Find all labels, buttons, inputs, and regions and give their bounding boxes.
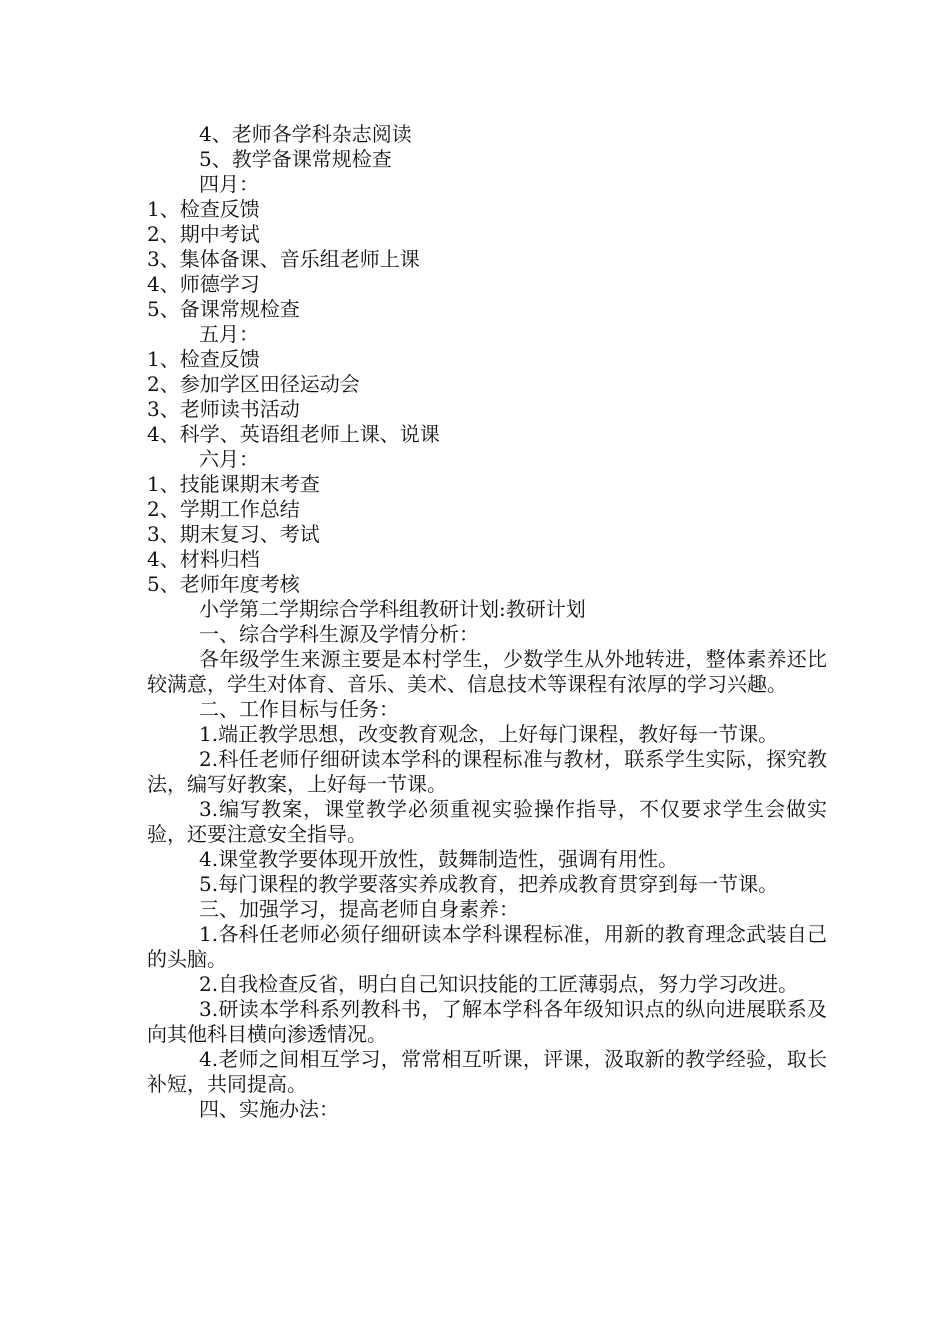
paragraph: 1.端正教学思想，改变教育观念，上好每门课程，教好每一节课。: [199, 722, 779, 746]
list-item: 4、材料归档: [147, 547, 260, 571]
list-item: 3、集体备课、音乐组老师上课: [147, 247, 420, 271]
section-heading: 三、加强学习，提高老师自身素养：: [199, 897, 519, 921]
list-item: 5、备课常规检查: [147, 297, 300, 321]
paragraph: 1.各科任老师必须仔细研读本学科课程标准，用新的教育理念武装自己的头脑。: [147, 922, 827, 971]
list-item: 1、检查反馈: [147, 197, 260, 221]
list-item: 2、参加学区田径运动会: [147, 372, 360, 396]
list-item: 2、学期工作总结: [147, 497, 300, 521]
month-heading-april: 四月：: [199, 172, 259, 196]
section-heading: 一、综合学科生源及学情分析：: [199, 622, 479, 646]
month-heading-may: 五月：: [199, 322, 259, 346]
paragraph: 5.每门课程的教学要落实养成教育，把养成教育贯穿到每一节课。: [199, 872, 779, 896]
paragraph: 4.课堂教学要体现开放性，鼓舞制造性，强调有用性。: [199, 847, 679, 871]
list-item: 3、期末复习、考试: [147, 522, 320, 546]
paragraph: 4.老师之间相互学习，常常相互听课，评课，汲取新的教学经验，取长补短，共同提高。: [147, 1047, 827, 1096]
document-page: [147, 122, 827, 1122]
section-heading: 四、实施办法：: [199, 1097, 339, 1121]
paragraph: 2.自我检查反省，明白自己知识技能的工匠薄弱点，努力学习改进。: [199, 972, 799, 996]
paragraph: 3.研读本学科系列教科书，了解本学科各年级知识点的纵向进展联系及向其他科目横向渗透情况。: [147, 997, 827, 1046]
list-item: 1、技能课期末考查: [147, 472, 320, 496]
paragraph: 各年级学生来源主要是本村学生，少数学生从外地转进，整体素养还比较满意，学生对体育、音乐、美术、信息技术等课程有浓厚的学习兴趣。: [147, 647, 827, 696]
section-heading: 二、工作目标与任务：: [199, 697, 399, 721]
list-item: 2、期中考试: [147, 222, 260, 246]
paragraph: 2.科任老师仔细研读本学科的课程标准与教材，联系学生实际，探究教法，编写好教案，上好每一节课。: [147, 747, 827, 796]
list-item: 4、老师各学科杂志阅读: [199, 122, 412, 146]
list-item: 4、科学、英语组老师上课、说课: [147, 422, 440, 446]
paragraph: 3.编写教案，课堂教学必须重视实验操作指导，不仅要求学生会做实验，还要注意安全指导。: [147, 797, 827, 846]
list-item: 1、检查反馈: [147, 347, 260, 371]
month-heading-june: 六月：: [199, 447, 259, 471]
list-item: 5、教学备课常规检查: [199, 147, 392, 171]
list-item: 4、师德学习: [147, 272, 260, 296]
list-item: 5、老师年度考核: [147, 572, 300, 596]
list-item: 3、老师读书活动: [147, 397, 300, 421]
plan-title: 小学第二学期综合学科组教研计划:教研计划: [199, 597, 586, 621]
